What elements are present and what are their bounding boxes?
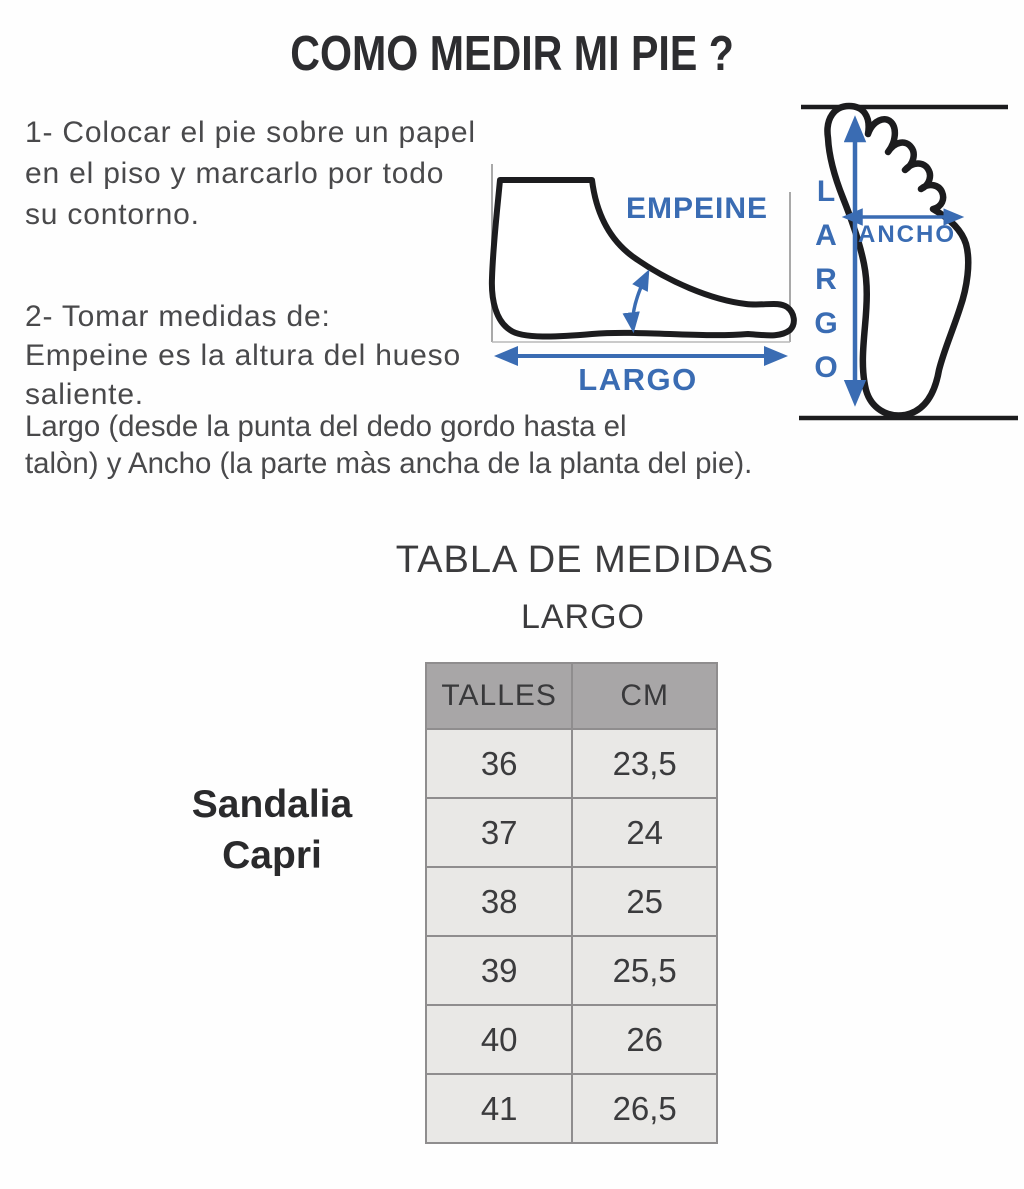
talles-cell: 39 [426,936,572,1005]
size-table-header-row [426,663,717,729]
cm-cell: 25 [572,867,717,936]
largo-letter: A [815,219,837,252]
talles-cell: 38 [426,867,572,936]
column-header-cm: CM [572,663,717,729]
table-row [426,1074,717,1143]
instruction-step-2-continued [25,408,767,482]
table-heading: TABLA DE MEDIDAS [395,539,775,581]
step3-line: Largo (desde la punta del dedo gordo hasta el [25,410,627,443]
step2-line: 2- Tomar medidas de: [25,300,331,333]
table-row [426,798,717,867]
instruction-step-2 [25,297,461,414]
step2-line: saliente. [25,378,144,411]
step1-line: en el piso y marcarlo por todo [25,157,445,190]
cm-cell: 24 [572,798,717,867]
instruction-step-1 [25,112,476,235]
largo-letter: L [816,175,836,208]
table-row [426,936,717,1005]
page-title [0,26,1024,82]
cm-cell: 26,5 [572,1074,717,1143]
talles-cell: 36 [426,729,572,798]
empeine-label: EMPEINE [626,192,769,225]
size-table [425,662,718,1144]
largo-top-label [808,170,844,390]
cm-cell: 23,5 [572,729,717,798]
step1-line: 1- Colocar el pie sobre un papel [25,116,476,149]
cm-cell: 25,5 [572,936,717,1005]
page-title-text: COMO MEDIR MI PIE ? [290,27,734,81]
product-name-line: Capri [222,834,322,877]
table-row [426,1005,717,1074]
largo-side-label: LARGO [578,362,698,397]
largo-letter: R [815,263,837,296]
column-header-talles: TALLES [426,663,572,729]
talles-cell: 40 [426,1005,572,1074]
largo-letter: O [814,351,838,384]
table-subheading: LARGO [520,598,646,636]
largo-letter: G [814,307,838,340]
foot-top-outline [827,106,968,416]
table-row [426,729,717,798]
step2-line: Empeine es la altura del hueso [25,339,461,372]
table-row [426,867,717,936]
step3-line: talòn) y Ancho (la parte màs ancha de la planta del pie). [25,447,753,480]
talles-cell: 37 [426,798,572,867]
ancho-label: ANCHO [858,221,956,248]
cm-cell: 26 [572,1005,717,1074]
step1-line: su contorno. [25,198,200,231]
product-name [122,779,422,881]
talles-cell: 41 [426,1074,572,1143]
product-name-line: Sandalia [191,783,353,826]
